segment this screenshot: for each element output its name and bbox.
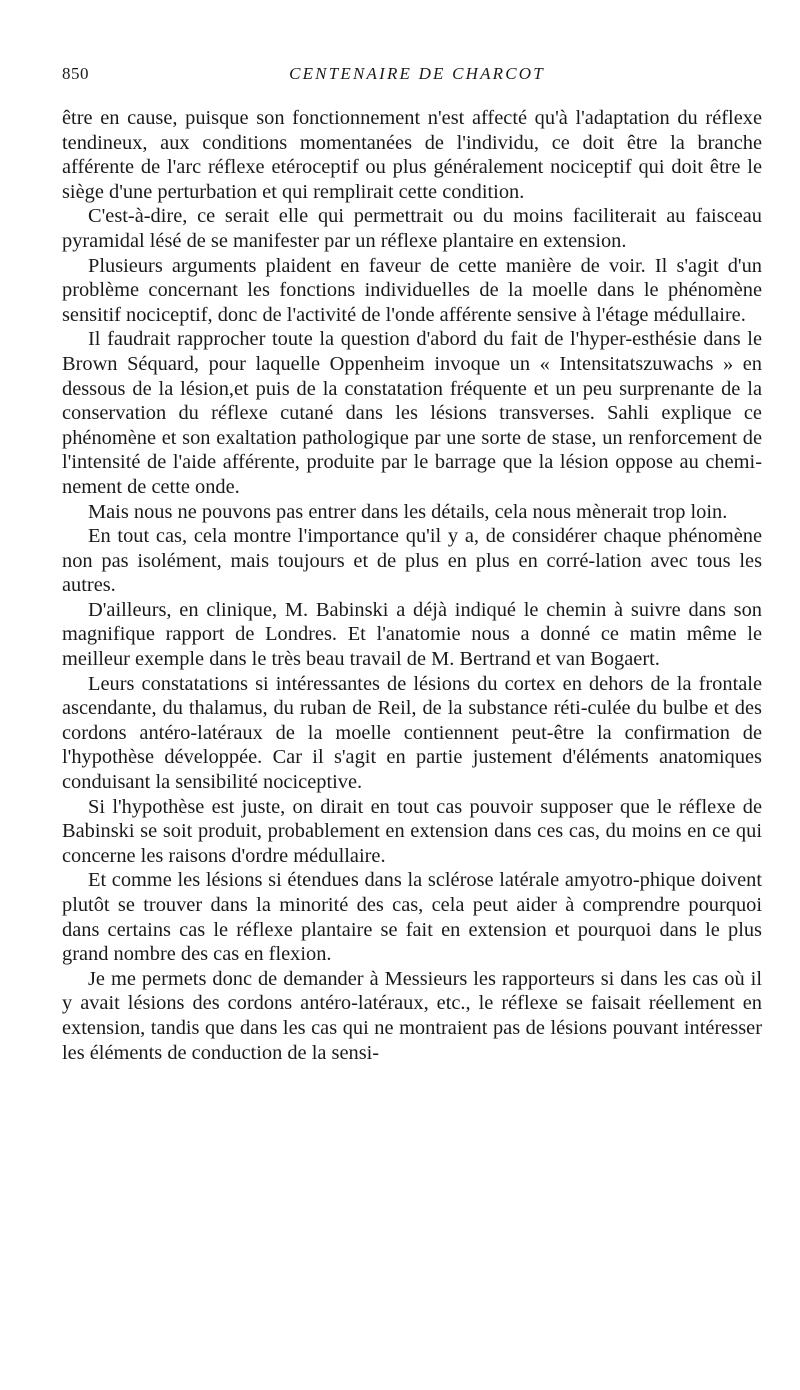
paragraph: être en cause, puisque son fonctionnement n'est affecté qu'à l'adaptation du réflexe tendineux, aux conditions momentanées de l'individu, ce doit être la branche afférente de l'arc réflexe etéroceptif ou plus généralement nociceptif qui doit être le siège d'une perturbation et qui remplirait cette condition. bbox=[62, 107, 762, 203]
paragraph: D'ailleurs, en clinique, M. Babinski a déjà indiqué le chemin à suivre dans son magnifique rapport de Londres. Et l'anatomie nous a donné ce matin même le meilleur exemple dans le très beau travail de M. Bertrand et van Bogaert. bbox=[62, 598, 762, 671]
paragraph: Plusieurs arguments plaident en faveur de cette manière de voir. Il s'agit d'un problème concernant les fonctions individuelles de la moelle dans le phénomène sensitif nociceptif, donc de l'activité de l'onde afférente sensive à l'étage médullaire. bbox=[62, 254, 762, 326]
paragraph: Mais nous ne pouvons pas entrer dans les détails, cela nous mènerait trop loin. bbox=[88, 500, 728, 523]
paragraph: Leurs constatations si intéressantes de lésions du cortex en dehors de la frontale ascendante, du thalamus, du ruban de Reil, de la substance réti-culée du bulbe et des cordons antéro-latéraux de la moelle contiennent peut-être la confirmation de l'hypothèse développée. Car il s'agit en partie justement d'éléments anatomiques conduisant la sensibilité nociceptive. bbox=[62, 672, 762, 794]
paragraph: C'est-à-dire, ce serait elle qui permettrait ou du moins faciliterait au faisceau pyramidal lésé de se manifester par un réflexe plantaire en extension. bbox=[62, 205, 762, 252]
running-title: CENTENAIRE DE CHARCOT bbox=[289, 64, 545, 83]
page-header bbox=[62, 64, 762, 88]
paragraph: En tout cas, cela montre l'importance qu'il y a, de considérer chaque phénomène non pas isolément, mais toujours et de plus en plus en corré-lation avec tous les autres. bbox=[62, 525, 762, 597]
paragraph: Il faudrait rapprocher toute la question d'abord du fait de l'hyper-esthésie dans le Brown Séquard, pour laquelle Oppenheim invoque un « Intensitatszuwachs » en dessous de la lésion,et puis de la constatation fréquente et un peu surprenante de la conservation du réflexe cutané dans les lésions transverses. Sahli explique ce phénomène et son exaltation pathologique par une sorte de stase, un renforcement de l'intensité de l'aide afférente, produite par le barrage que la lésion oppose au chemi-nement de cette onde. bbox=[62, 328, 762, 498]
page-number: 850 bbox=[62, 64, 89, 83]
paragraph: Je me permets donc de demander à Messieurs les rapporteurs si dans les cas où il y avait lésions des cordons antéro-latéraux, etc., le réflexe se faisait réellement en extension, tandis que dans les cas qui ne montraient pas de lésions pouvant intéresser les éléments de conduction de la sensi- bbox=[62, 967, 762, 1064]
body-text bbox=[62, 106, 762, 1065]
paragraph: Si l'hypothèse est juste, on dirait en tout cas pouvoir supposer que le réflexe de Babinski se soit produit, probablement en extension dans ces cas, du moins en ce qui concerne les raisons d'ordre médullaire. bbox=[62, 795, 762, 867]
paragraph: Et comme les lésions si étendues dans la sclérose latérale amyotro-phique doivent plutôt se trouver dans la minorité des cas, cela peut aider à comprendre pourquoi dans certains cas le réflexe plantaire se fait en extension et pourquoi dans le plus grand nombre des cas en flexion. bbox=[62, 869, 762, 966]
